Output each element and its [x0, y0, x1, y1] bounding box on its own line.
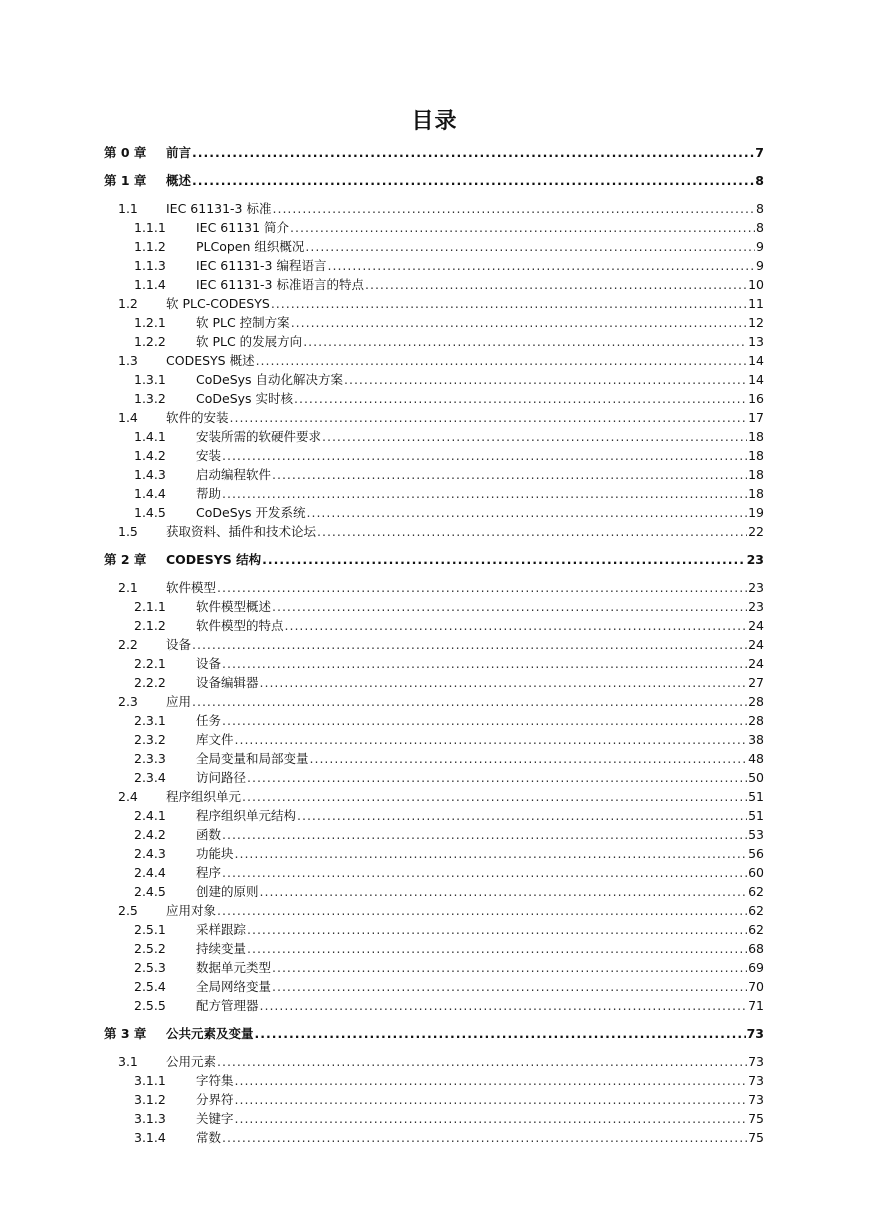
- toc-entry-label: 持续变量: [196, 941, 247, 956]
- toc-chapter-row[interactable]: [104, 171, 764, 190]
- toc-leader-dots: [271, 294, 747, 313]
- toc-entry-row[interactable]: [134, 237, 764, 256]
- toc-leader-dots: [235, 730, 748, 749]
- toc-entry-row[interactable]: [134, 332, 764, 351]
- toc-entry-number: 1.4.5: [134, 505, 166, 520]
- toc-entry-number: 2.1.1: [134, 599, 166, 614]
- toc-leader-dots: [222, 484, 747, 503]
- toc-page-number: 69: [748, 960, 764, 975]
- toc-entry-row[interactable]: [118, 199, 764, 218]
- toc-entry-label: 创建的原则: [196, 884, 259, 899]
- toc-entry-number: 2.1: [118, 580, 138, 595]
- toc-entry-number: 1.2.2: [134, 334, 166, 349]
- toc-page-number: 24: [748, 656, 764, 671]
- toc-page-number: 7: [755, 145, 764, 160]
- toc-leader-dots: [192, 143, 754, 162]
- toc-leader-dots: [192, 692, 747, 711]
- toc-page-number: 23: [746, 552, 764, 567]
- toc-entry-number: 2.4.3: [134, 846, 166, 861]
- toc-page-number: 62: [748, 922, 764, 937]
- toc-entry-number: 2.5.5: [134, 998, 166, 1013]
- toc-entry-number: 1.1.1: [134, 220, 166, 235]
- toc-entry-label: 程序: [196, 865, 222, 880]
- toc-entry-row[interactable]: [134, 597, 764, 616]
- toc-entry-label: 应用对象: [166, 903, 217, 918]
- toc-page-number: 24: [748, 618, 764, 633]
- toc-page-number: 60: [748, 865, 764, 880]
- toc-leader-dots: [255, 1024, 746, 1043]
- toc-page-number: 71: [748, 998, 764, 1013]
- toc-page-number: 11: [748, 296, 764, 311]
- toc-entry-number: 1.1.2: [134, 239, 166, 254]
- toc-entry-row[interactable]: [134, 844, 764, 863]
- toc-entry-label: 采样跟踪: [196, 922, 247, 937]
- toc-leader-dots: [230, 408, 748, 427]
- toc-entry-label: IEC 61131-3 标准语言的特点: [196, 277, 364, 292]
- toc-leader-dots: [222, 863, 747, 882]
- toc-page-number: 16: [748, 391, 764, 406]
- toc-entry-number: 1.4.4: [134, 486, 166, 501]
- toc-page-number: 75: [748, 1130, 764, 1145]
- toc-entry-row[interactable]: [118, 692, 764, 711]
- toc-entry-row[interactable]: [134, 882, 764, 901]
- toc-entry-label: 分界符: [196, 1092, 234, 1107]
- toc-page-number: 48: [748, 751, 764, 766]
- toc-entry-number: 1.3: [118, 353, 138, 368]
- toc-entry-label: 访问路径: [196, 770, 247, 785]
- toc-entry-label: 配方管理器: [196, 998, 259, 1013]
- toc-entry-number: 1.4.1: [134, 429, 166, 444]
- toc-entry-number: 1.2: [118, 296, 138, 311]
- toc-entry-number: 1.1.3: [134, 258, 166, 273]
- toc-leader-dots: [242, 787, 747, 806]
- toc-entry-number: 2.4.1: [134, 808, 166, 823]
- toc-entry-row[interactable]: [134, 503, 764, 522]
- toc-entry-row[interactable]: [134, 825, 764, 844]
- toc-entry-number: 第 2 章: [104, 552, 147, 567]
- toc-entry-number: 第 0 章: [104, 145, 147, 160]
- toc-leader-dots: [247, 920, 747, 939]
- toc-entry-number: 3.1.1: [134, 1073, 166, 1088]
- toc-leader-dots: [235, 1109, 748, 1128]
- toc-page-number: 18: [748, 448, 764, 463]
- toc-entry-label: 软件模型概述: [196, 599, 272, 614]
- toc-entry-number: 2.3.3: [134, 751, 166, 766]
- toc-entry-label: 库文件: [196, 732, 234, 747]
- toc-entry-row[interactable]: [118, 1052, 764, 1071]
- toc-leader-dots: [222, 446, 747, 465]
- toc-entry-label: IEC 61131-3 编程语言: [196, 258, 327, 273]
- toc-entry-label: IEC 61131-3 标准: [166, 201, 272, 216]
- toc-entry-number: 2.2.1: [134, 656, 166, 671]
- toc-leader-dots: [217, 901, 747, 920]
- toc-page-number: 28: [748, 713, 764, 728]
- toc-entry-number: 2.1.2: [134, 618, 166, 633]
- toc-leader-dots: [256, 351, 748, 370]
- toc-entry-row[interactable]: [134, 996, 764, 1015]
- toc-page-number: 18: [748, 429, 764, 444]
- toc-leader-dots: [235, 844, 748, 863]
- toc-entry-label: 帮助: [196, 486, 222, 501]
- toc-entry-label: 安装所需的软硬件要求: [196, 429, 322, 444]
- toc-leader-dots: [217, 1052, 747, 1071]
- toc-entry-number: 2.5.2: [134, 941, 166, 956]
- toc-entry-row[interactable]: [134, 1109, 764, 1128]
- toc-entry-row[interactable]: [134, 920, 764, 939]
- toc-entry-number: 1.1: [118, 201, 138, 216]
- toc-entry-row[interactable]: [134, 1128, 764, 1147]
- toc-entry-label: 安装: [196, 448, 222, 463]
- toc-entry-row[interactable]: [134, 427, 764, 446]
- toc-leader-dots: [260, 996, 748, 1015]
- toc-leader-dots: [310, 749, 748, 768]
- toc-leader-dots: [235, 1071, 748, 1090]
- toc-page-number: 22: [748, 524, 764, 539]
- toc-entry-label: 程序组织单元: [166, 789, 242, 804]
- toc-entry-row[interactable]: [118, 408, 764, 427]
- toc-entry-label: 设备编辑器: [196, 675, 259, 690]
- toc-page-number: 19: [748, 505, 764, 520]
- toc-leader-dots: [322, 427, 747, 446]
- toc-entry-row[interactable]: [118, 294, 764, 313]
- toc-entry-label: 获取资料、插件和技术论坛: [166, 524, 317, 539]
- toc-entry-number: 2.5.3: [134, 960, 166, 975]
- toc-entry-row[interactable]: [134, 389, 764, 408]
- toc-page-number: 9: [756, 258, 764, 273]
- toc-entry-number: 3.1: [118, 1054, 138, 1069]
- toc-leader-dots: [328, 256, 756, 275]
- toc-leader-dots: [260, 673, 748, 692]
- toc-entry-label: CoDeSys 自动化解决方案: [196, 372, 344, 387]
- toc-entry-row[interactable]: [134, 616, 764, 635]
- toc-page-number: 56: [748, 846, 764, 861]
- toc-leader-dots: [344, 370, 747, 389]
- toc-entry-number: 2.4: [118, 789, 138, 804]
- toc-entry-number: 2.4.5: [134, 884, 166, 899]
- toc-page-number: 75: [748, 1111, 764, 1126]
- toc-entry-label: 功能块: [196, 846, 234, 861]
- toc-page-number: 23: [748, 580, 764, 595]
- toc-entry-label: 前言: [166, 145, 192, 160]
- toc-page-number: 9: [756, 239, 764, 254]
- toc-entry-number: 1.3.2: [134, 391, 166, 406]
- toc-entry-row[interactable]: [134, 465, 764, 484]
- toc-entry-label: 常数: [196, 1130, 222, 1145]
- toc-leader-dots: [305, 237, 755, 256]
- toc-entry-row[interactable]: [134, 768, 764, 787]
- toc-entry-label: 设备: [196, 656, 222, 671]
- toc-leader-dots: [272, 465, 747, 484]
- toc-entry-label: 应用: [166, 694, 192, 709]
- toc-leader-dots: [222, 711, 747, 730]
- toc-leader-dots: [272, 958, 747, 977]
- toc-page-number: 8: [756, 220, 764, 235]
- toc-entry-row[interactable]: [118, 351, 764, 370]
- toc-page-number: 28: [748, 694, 764, 709]
- toc-leader-dots: [260, 882, 748, 901]
- toc-page-number: 73: [746, 1026, 764, 1041]
- toc-entry-row[interactable]: [118, 787, 764, 806]
- toc-entry-number: 2.3.2: [134, 732, 166, 747]
- toc-leader-dots: [217, 578, 747, 597]
- toc-leader-dots: [247, 939, 747, 958]
- toc-entry-number: 1.2.1: [134, 315, 166, 330]
- toc-entry-number: 3.1.2: [134, 1092, 166, 1107]
- toc-leader-dots: [192, 635, 747, 654]
- toc-page-number: 51: [748, 808, 764, 823]
- toc-page-number: 13: [748, 334, 764, 349]
- toc-page-number: 53: [748, 827, 764, 842]
- toc-entry-number: 2.2: [118, 637, 138, 652]
- toc-entry-label: 公用元素: [166, 1054, 217, 1069]
- toc-entry-number: 2.5.1: [134, 922, 166, 937]
- toc-entry-label: CODESYS 结构: [166, 552, 262, 567]
- toc-entry-number: 1.5: [118, 524, 138, 539]
- toc-leader-dots: [222, 654, 747, 673]
- toc-entry-number: 2.5: [118, 903, 138, 918]
- toc-page-number: 68: [748, 941, 764, 956]
- toc-page-number: 73: [748, 1054, 764, 1069]
- toc-leader-dots: [235, 1090, 748, 1109]
- toc-page-number: 73: [748, 1092, 764, 1107]
- toc-entry-label: 全局变量和局部变量: [196, 751, 309, 766]
- toc-page-number: 73: [748, 1073, 764, 1088]
- toc-entry-row[interactable]: [134, 863, 764, 882]
- toc-page-number: 27: [748, 675, 764, 690]
- toc-leader-dots: [365, 275, 747, 294]
- toc-entry-row[interactable]: [134, 654, 764, 673]
- toc-leader-dots: [272, 597, 747, 616]
- toc-leader-dots: [294, 389, 747, 408]
- toc-entry-row[interactable]: [134, 1071, 764, 1090]
- toc-chapter-row[interactable]: [104, 1024, 764, 1043]
- toc-page-number: 14: [748, 372, 764, 387]
- toc-entry-row[interactable]: [118, 522, 764, 541]
- toc-entry-label: 字符集: [196, 1073, 234, 1088]
- toc-entry-label: CoDeSys 开发系统: [196, 505, 306, 520]
- toc-title: 目录: [411, 109, 458, 134]
- toc-page-number: 62: [748, 884, 764, 899]
- toc-entry-label: 任务: [196, 713, 222, 728]
- toc-entry-label: 关键字: [196, 1111, 234, 1126]
- toc-leader-dots: [222, 1128, 747, 1147]
- toc-page-number: 23: [748, 599, 764, 614]
- toc-entry-number: 2.2.2: [134, 675, 166, 690]
- toc-entry-number: 2.3.4: [134, 770, 166, 785]
- toc-entry-label: 设备: [166, 637, 192, 652]
- toc-entry-number: 第 1 章: [104, 173, 147, 188]
- toc-entry-row[interactable]: [134, 313, 764, 332]
- toc-entry-label: IEC 61131 简介: [196, 220, 290, 235]
- toc-entry-label: 程序组织单元结构: [196, 808, 297, 823]
- toc-entry-row[interactable]: [134, 218, 764, 237]
- toc-page-number: 12: [748, 315, 764, 330]
- toc-entry-number: 1.4.2: [134, 448, 166, 463]
- toc-entry-number: 第 3 章: [104, 1026, 147, 1041]
- toc-entry-label: 软件的安装: [166, 410, 229, 425]
- toc-entry-number: 2.5.4: [134, 979, 166, 994]
- toc-leader-dots: [290, 218, 755, 237]
- toc-entry-label: 软 PLC 的发展方向: [196, 334, 303, 349]
- toc-page-number: 38: [748, 732, 764, 747]
- toc-page-number: 18: [748, 486, 764, 501]
- toc-entry-row[interactable]: [118, 578, 764, 597]
- toc-entry-label: CoDeSys 实时核: [196, 391, 294, 406]
- toc-leader-dots: [307, 503, 748, 522]
- toc-entry-row[interactable]: [134, 1090, 764, 1109]
- toc-entry-label: 数据单元类型: [196, 960, 272, 975]
- toc-leader-dots: [285, 616, 748, 635]
- toc-leader-dots: [303, 332, 747, 351]
- toc-page-number: 8: [756, 201, 764, 216]
- toc-page-number: 14: [748, 353, 764, 368]
- toc-entry-row[interactable]: [134, 711, 764, 730]
- toc-entry-label: 软 PLC-CODESYS: [166, 296, 270, 311]
- toc-entry-label: 概述: [166, 173, 192, 188]
- toc-entry-row[interactable]: [134, 370, 764, 389]
- toc-entry-number: 2.4.4: [134, 865, 166, 880]
- toc-entry-row[interactable]: [134, 749, 764, 768]
- toc-leader-dots: [272, 977, 747, 996]
- toc-leader-dots: [192, 171, 754, 190]
- toc-leader-dots: [262, 550, 745, 569]
- toc-page-number: 17: [748, 410, 764, 425]
- toc-entry-label: 软件模型的特点: [196, 618, 284, 633]
- toc-entry-number: 2.3: [118, 694, 138, 709]
- toc-entry-number: 2.4.2: [134, 827, 166, 842]
- toc-entry-label: 函数: [196, 827, 222, 842]
- toc-entry-label: 启动编程软件: [196, 467, 272, 482]
- toc-entry-number: 1.4.3: [134, 467, 166, 482]
- toc-entry-number: 3.1.4: [134, 1130, 166, 1145]
- toc-page-number: 10: [748, 277, 764, 292]
- toc-page-number: 51: [748, 789, 764, 804]
- toc-entry-row[interactable]: [134, 256, 764, 275]
- toc-leader-dots: [222, 825, 747, 844]
- toc-entry-row[interactable]: [134, 939, 764, 958]
- toc-entry-label: 软 PLC 控制方案: [196, 315, 290, 330]
- toc-leader-dots: [317, 522, 747, 541]
- toc-entry-row[interactable]: [134, 275, 764, 294]
- toc-leader-dots: [273, 199, 756, 218]
- toc-entry-number: 1.3.1: [134, 372, 166, 387]
- toc-entry-label: 全局网络变量: [196, 979, 272, 994]
- toc-chapter-row[interactable]: [104, 143, 764, 162]
- toc-entry-label: PLCopen 组织概况: [196, 239, 305, 254]
- toc-leader-dots: [291, 313, 747, 332]
- toc-entry-row[interactable]: [134, 806, 764, 825]
- toc-entry-row[interactable]: [134, 958, 764, 977]
- toc-page-number: 8: [755, 173, 764, 188]
- toc-entry-number: 1.1.4: [134, 277, 166, 292]
- toc-entry-number: 3.1.3: [134, 1111, 166, 1126]
- toc-page-number: 70: [748, 979, 764, 994]
- toc-entry-row[interactable]: [118, 635, 764, 654]
- toc-entry-number: 1.4: [118, 410, 138, 425]
- toc-entry-label: 软件模型: [166, 580, 217, 595]
- toc-entry-row[interactable]: [134, 446, 764, 465]
- toc-page-number: 18: [748, 467, 764, 482]
- toc-leader-dots: [247, 768, 747, 787]
- toc-page-number: 50: [748, 770, 764, 785]
- toc-entry-row[interactable]: [134, 977, 764, 996]
- toc-entry-row[interactable]: [134, 730, 764, 749]
- toc-page-number: 24: [748, 637, 764, 652]
- toc-entry-label: 公共元素及变量: [166, 1026, 254, 1041]
- toc-entry-label: CODESYS 概述: [166, 353, 255, 368]
- toc-leader-dots: [297, 806, 747, 825]
- toc-entry-row[interactable]: [118, 901, 764, 920]
- toc-page-number: 62: [748, 903, 764, 918]
- toc-entry-row[interactable]: [134, 484, 764, 503]
- toc-entry-row[interactable]: [134, 673, 764, 692]
- toc-entry-number: 2.3.1: [134, 713, 166, 728]
- toc-chapter-row[interactable]: [104, 550, 764, 569]
